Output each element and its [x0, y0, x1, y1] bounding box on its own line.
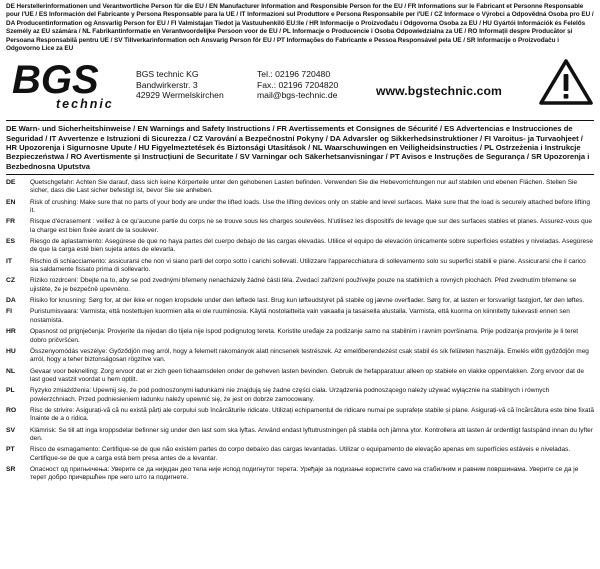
logo-sub-text: technic	[56, 97, 114, 111]
warning-row-fr	[6, 218, 594, 235]
warning-row-da	[6, 297, 594, 305]
warning-row-it	[6, 258, 594, 275]
language-code: NL	[6, 367, 16, 375]
language-code: EN	[6, 198, 16, 206]
language-code: HR	[6, 328, 16, 336]
language-code: DE	[6, 178, 16, 186]
language-code: FR	[6, 218, 16, 226]
warning-row-es	[6, 238, 594, 255]
language-code: CZ	[6, 277, 16, 285]
warning-text: Opasnost od prignječenja: Provjerite da nijedan dio tijela nije ispod podignutog tereta. Koristite uređaje za podizanje samo na stabilnim i ravnim površinama. Prije podizanja provjerite je li teret dobro pričvršćen.	[30, 328, 579, 344]
warning-row-en	[6, 199, 594, 216]
company-fax: Fax.: 02196 7204820	[257, 79, 339, 90]
warning-row-fi	[6, 308, 594, 325]
company-name: BGS technic KG	[136, 69, 199, 80]
warning-row-pl	[6, 387, 594, 404]
safety-section-heading: DE Warn- und Sicherheitshinweise / EN Warnings and Safety Instructions / FR Avertissements et Consignes de Sécurité / ES Advertencias e Instrucciones de Seguridad / IT Avvertenze e Istruzioni di Sicurezza / CZ Varování a Bezpečnostní Pokyny / DA Advarsler og Sikkerhedsinstruktioner / FI Varoitus- ja Turvaohjeet / HR Upozorenja i Sigurnosne Upute / HU Figyelmeztetések és Biztonsági Utasítások / NL Waarschuwingen en Veiligheidsinstructies / PL Ostrzeżenia i Instrukcje Bezpieczeństwa / RO Avertismente și Instrucțiuni de Securitate / SV Varningar och Säkerhetsanvisningar / PT Avisos e Instruções de Segurança / SR Upozorenja i Bezbednosna Uputstva	[6, 124, 590, 171]
language-code: PT	[6, 446, 15, 454]
warning-text: Опасност од пригњечења: Уверите се да ниједан део тела није испод подигнутог терета. Уређаје за подизање користите само на стабилним и равним површинама. Уверите се да је терет добро причвршћен пре него што га подигнете.	[30, 466, 579, 482]
company-contact	[257, 69, 338, 100]
company-phone: Tel.: 02196 720480	[257, 69, 331, 80]
warning-triangle-icon	[538, 57, 594, 107]
warning-text: Risk of crushing: Make sure that no parts of your body are under the lifted loads. Use the lifting devices only on stable and level surfaces. Make sure that the load is securely attached before lifting it.	[30, 198, 591, 215]
warning-text: Risque d'écrasement : veillez à ce qu'aucune partie du corps ne se trouve sous les charges soulevées. N'utilisez les dispositifs de levage que sur des surfaces stables et planes. Assurez-vous que la charge est bien fixée avant de la soulever.	[30, 218, 592, 234]
language-code: IT	[6, 257, 13, 265]
warning-text: Összenyomódás veszélye: Győződjön meg arról, hogy a felemelt rakományok alatt nincsenek testrészek. Az emelőberendezést csak stabil és sík felületen használja. Emelés előtt győződjön meg arról, hogy a teher biztonságosan rögzítve van.	[30, 347, 589, 364]
warning-text: Risco de esmagamento: Certifique-se de que não existem partes do corpo debaixo das cargas levantadas. Utilizar o equipamento de elevação apenas em superfícies estáveis e niveladas. Certifique-se de que a carga está bem presa antes de a levantar.	[30, 446, 571, 462]
warning-row-pt	[6, 446, 594, 463]
warning-text: Ryzyko zmiażdżenia: Upewnij się, że pod podnoszonymi ładunkami nie znajdują się żadne części ciała. Urządzenia podnoszącego należy używać wyłącznie na stabilnych i równych powierzchniach. Przed podniesieniem ładunku należy upewnić się, że jest on dobrze zamocowany.	[30, 387, 550, 403]
warning-text: Riesgo de aplastamiento: Asegúrese de que no haya partes del cuerpo debajo de las cargas elevadas. Utilice el equipo de elevación únicamente sobre superficies estables y niveladas. Asegúrese de que la carga esté bien sujeta antes de elevarla.	[30, 238, 593, 254]
company-address	[136, 69, 224, 100]
warning-text: Risiko for knusning: Sørg for, at der ikke er nogen kropsdele under den løftede last. Brug kun løfteudstyret på stabile og jævne overflader. Sørg for, at lasten er forsvarligt fastgjort, før den løftes.	[30, 297, 585, 305]
language-code: HU	[6, 347, 16, 355]
warning-text: Riziko rozdrcení: Dbejte na to, aby se pod zvednými břemeny nenacházely žádné části těla. Zvedací zařízení používejte pouze na stabilních a rovných plochách. Před zvednutím břemene se ujistěte, že je bezpečně upevněno.	[30, 277, 577, 293]
warning-row-hu	[6, 348, 594, 365]
language-code: SR	[6, 466, 16, 474]
language-code: RO	[6, 406, 17, 414]
divider-bottom	[6, 174, 594, 175]
warnings-list	[6, 179, 594, 483]
language-code: DA	[6, 297, 16, 305]
company-email: mail@bgs-technic.de	[257, 90, 338, 101]
warning-text: Risc de strivire: Asigurați-vă că nu există părți ale corpului sub încărcăturile ridicate. Utilizați echipamentul de ridicare numai pe suprafețe stabile și plane. Asigurați-vă că încărcătura este bine fixată înainte de a o ridica.	[30, 406, 594, 423]
warning-row-de	[6, 179, 594, 196]
warning-row-nl	[6, 368, 594, 385]
warning-row-sv	[6, 427, 594, 444]
manufacturer-info-heading: DE Herstellerinformationen und Verantwortliche Person für die EU / EN Manufacturer Information and Responsible Person for the EU / FR Informations sur le Fabricant et Personne Responsable pour l'UE / ES Información del Fabricante y Persona Responsable para la UE / IT Informazioni sul Produttore e Persona Responsabile per l'UE / CZ Informace o Výrobci a Odpovědná Osoba pro EU / DA Producentinformation og Ansvarlig Person for EU / FI Valmistajan Tiedot ja Vastuuhenkilö EU:lle / HR Informacije o Proizvođaču i Odgovorna Osoba za EU / HU Gyártói Információk és Felelős Személy az EU számára / NL Fabrikantinformatie en Verantwoordelijke Persoon voor de EU / PL Informacje o Producencie i Osoba Odpowiedzialna za UE / RO Informații despre Producător și Persoana Responsabilă pentru UE / SV Tillverkarinformation och Ansvarig Person för EU / PT Informações do Fabricante e Pessoa Responsável pela UE / SR Informacije o Proizvođaču i Odgovorno Lice za EU	[6, 3, 594, 53]
warning-text: Quetschgefahr: Achten Sie darauf, dass sich keine Körperteile unter den gehobenen Lasten befinden. Verwenden Sie die Hebevorrichtungen nur auf stabilen und ebenen Flächen. Stellen Sie sicher, dass die Last sicher befestigt ist, bevor Sie sie anheben.	[30, 178, 578, 195]
warning-text: Rischio di schiacciamento: assicurarsi che non vi siano parti del corpo sotto i carichi sollevati. Utilizzare l'apparecchiatura di sollevamento solo su superfici stabili e piane. Assicurarsi che il carico sia saldamente fissato prima di sollevarlo.	[30, 257, 586, 274]
company-city: 42929 Wermelskirchen	[136, 90, 224, 101]
warning-row-sr	[6, 466, 594, 483]
warning-text: Gevaar voor beknelling: Zorg ervoor dat er zich geen lichaamsdelen onder de geheven lasten bevinden. Gebruik de hefapparatuur alleen op stabiele en vlakke oppervlakken. Zorg ervoor dat de last goed vastzit voordat u hem optilt.	[30, 367, 584, 383]
divider-top	[6, 120, 594, 121]
warning-text: Klämrisk: Se till att inga kroppsdelar befinner sig under den last som ska lyftas. Använd endast lyftutrustningen på stabila och jämna ytor. Kontrollera att lasten är ordentligt fastspänd innan du lyfter den.	[30, 426, 593, 443]
bgs-technic-logo	[10, 58, 126, 110]
language-code: PL	[6, 387, 15, 395]
warning-row-hr	[6, 328, 594, 345]
company-block	[6, 57, 594, 117]
company-website: www.bgstechnic.com	[376, 84, 502, 99]
company-street: Bandwirkerstr. 3	[136, 79, 198, 90]
language-code: ES	[6, 238, 16, 246]
warning-row-cz	[6, 277, 594, 294]
document-page	[6, 3, 594, 486]
warning-text: Puristumisvaara: Varmista, että nostettujen kuormien alla ei ole ruumiinosia. Käytä nostolaitteita vain vakaalla ja tasaisella alustalla. Varmista, että kuorma on kiinnitetty tukevasti ennen sen nostamista.	[30, 308, 570, 324]
language-code: SV	[6, 426, 16, 434]
language-code: FI	[6, 308, 13, 316]
logo-main-text: BGS	[12, 58, 99, 103]
warning-row-ro	[6, 407, 594, 424]
